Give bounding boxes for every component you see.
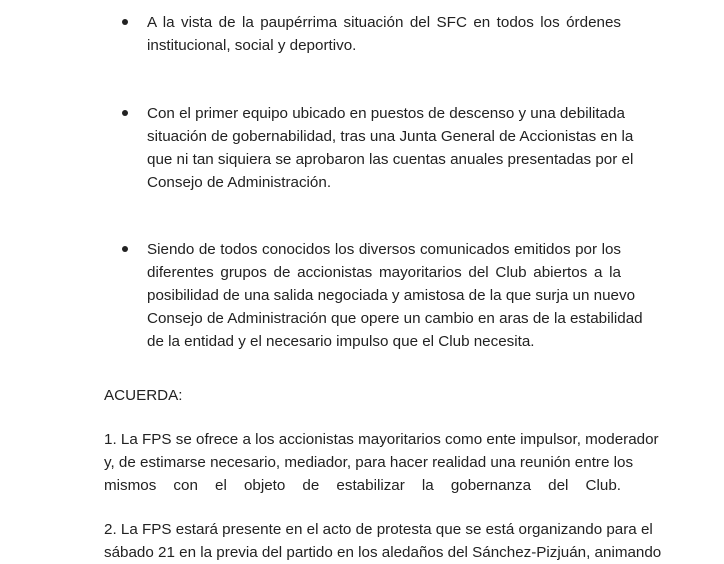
text-line: 2. La FPS estará presente en el acto de protesta que se está organizando para el (104, 521, 653, 538)
text-line: diferentes grupos de accionistas mayoritarios del Club abiertos a la (147, 264, 621, 281)
text-line: Con el primer equipo ubicado en puestos de descenso y una debilitada (147, 105, 625, 122)
text-line: Consejo de Administración que opere un cambio en aras de la estabilidad (147, 310, 643, 327)
text-line: de la entidad y el necesario impulso que el Club necesita. (147, 333, 535, 350)
text-line: 1. La FPS se ofrece a los accionistas mayoritarios como ente impulsor, moderador (104, 431, 659, 448)
bullet-item (147, 102, 634, 194)
text-line: y, de estimarse necesario, mediador, para hacer realidad una reunión entre los (104, 454, 634, 471)
agreement-item (104, 428, 659, 497)
bullet-dot-icon (122, 110, 128, 116)
text-line: A la vista de la paupérrima situación del SFC en todos los órdenes (147, 14, 621, 31)
bullet-item (147, 238, 643, 353)
text-line: Siendo de todos conocidos los diversos comunicados emitidos por los (147, 241, 621, 258)
bullet-dot-icon (122, 246, 128, 252)
bullet-item (147, 11, 621, 57)
text-line: que ni tan siquiera se aprobaron las cuentas anuales presentadas por el (147, 151, 634, 168)
text-line: Consejo de Administración. (147, 174, 332, 191)
text-line: situación de gobernabilidad, tras una Junta General de Accionistas en la (147, 128, 634, 145)
heading-text: ACUERDA: (104, 387, 183, 404)
text-line: institucional, social y deportivo. (147, 37, 357, 54)
agreement-item (104, 518, 662, 564)
text-line: posibilidad de una salida negociada y amistosa de la que surja un nuevo (147, 287, 636, 304)
bullet-dot-icon (122, 19, 128, 25)
section-heading (104, 384, 621, 407)
text-line: mismos con el objeto de estabilizar la gobernanza del Club. (104, 477, 621, 494)
text-line: sábado 21 en la previa del partido en los aledaños del Sánchez-Pizjuán, animando (104, 544, 662, 561)
